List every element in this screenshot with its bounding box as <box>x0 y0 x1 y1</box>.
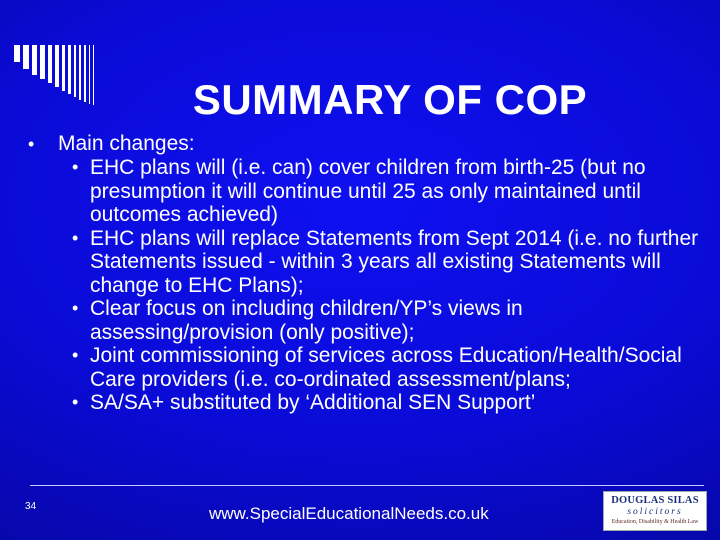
sub-bullet-item <box>28 391 708 415</box>
title-decoration-bars <box>14 45 164 105</box>
sub-bullet-item <box>28 344 708 391</box>
sub-bullet-text: Joint commissioning of services across Education/Health/Social Care providers (i.e. co-ordinated assessment/plans; <box>90 344 682 391</box>
sub-bullet-text: Clear focus on including children/YP’s views in assessing/provision (only positive); <box>90 297 523 344</box>
sub-bullet-text: EHC plans will replace Statements from Sept 2014 (i.e. no further Statements issued - within 3 years all existing Statements will change to EHC Plans); <box>90 226 699 297</box>
bullet-icon: • <box>28 134 35 154</box>
sub-bullet-item <box>28 227 708 298</box>
sub-bullet-item <box>28 297 708 344</box>
douglas-silas-logo <box>603 491 707 531</box>
footer-divider <box>30 485 704 486</box>
footer-website-link[interactable]: www.SpecialEducationalNeeds.co.uk <box>209 504 489 523</box>
logo-subtitle: solicitors <box>627 507 683 517</box>
sub-bullet-list <box>28 156 708 415</box>
slide-title: SUMMARY OF COP <box>192 76 588 123</box>
slide-body <box>28 132 708 415</box>
main-bullet-text: Main changes: <box>58 132 195 155</box>
sub-bullet-text: SA/SA+ substituted by ‘Additional SEN Support’ <box>90 391 536 414</box>
bullet-icon: • <box>72 227 79 248</box>
bullet-icon: • <box>72 392 79 412</box>
logo-tagline: Education, Disability & Health Law <box>611 519 699 525</box>
slide-number: 34 <box>25 501 37 512</box>
main-bullet-item <box>28 132 708 156</box>
bullet-icon: • <box>72 157 79 177</box>
bullet-icon: • <box>72 298 79 318</box>
bullet-icon: • <box>72 345 79 365</box>
logo-name: DOUGLAS SILAS <box>611 495 699 506</box>
sub-bullet-item <box>28 156 708 227</box>
sub-bullet-text: EHC plans will (i.e. can) cover children from birth-25 (but no presumption it will continue until 25 as only maintained until outcomes achieved) <box>90 156 646 226</box>
